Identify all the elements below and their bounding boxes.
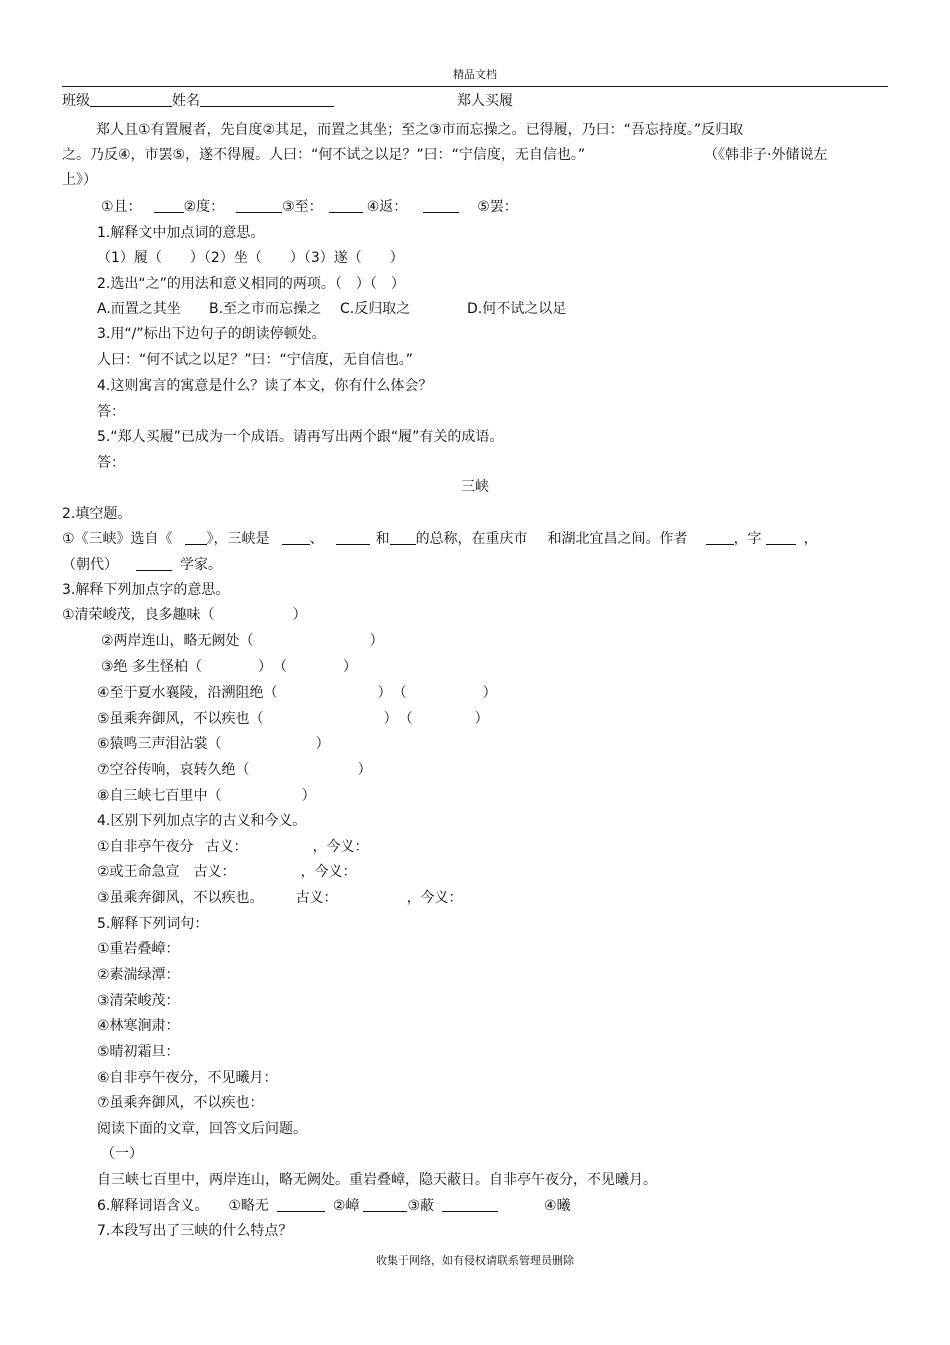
- passage-line-1: 郑人且①有置履者，先自度②其足，而置之其坐；至之③市而忘操之。已得履，乃曰：“吾忘持度。”反归取: [96, 122, 744, 138]
- phrase-item-6: ⑥自非亭午夜分，不见曦月：: [97, 1070, 278, 1086]
- explain-item-1-close: ）: [292, 607, 307, 623]
- fill-text-10: 学家。: [180, 557, 222, 573]
- explain-item-3-close-b: ）: [343, 659, 358, 675]
- meaning-item-1-text: ①自非亭午夜分: [97, 839, 194, 855]
- explain-item-4-open-b: （: [399, 685, 407, 701]
- passage-line-3: 上》）: [62, 172, 97, 188]
- phrase-item-1: ①重岩叠嶂：: [97, 941, 180, 957]
- explain-item-5: [97, 710, 489, 728]
- meaning-item-2: [97, 863, 357, 881]
- question-2-option-c: C.反归取之: [340, 301, 411, 317]
- meaning-question-title: 4.区别下列加点字的古义和今义。: [97, 813, 307, 829]
- explain-item-1-text: ①清荣峻茂，良多趣味（: [62, 607, 215, 623]
- fill-text-1: ①《三峡》选自《: [62, 531, 173, 547]
- explain-item-5-close-a: ）: [383, 711, 398, 727]
- question-2-option-a: A.而置之其坐: [97, 301, 181, 317]
- question-2-option-b: B.至之市而忘操之: [209, 301, 322, 317]
- explain-item-4-close-a: ）: [377, 685, 392, 701]
- reading-instruction: 阅读下面的文章，回答文后问题。: [97, 1121, 307, 1137]
- meaning-item-2-text: ②或王命急宣: [97, 864, 180, 880]
- explain-item-3-text: ③绝 多生怪柏（: [101, 659, 203, 675]
- name-label: 姓名: [172, 93, 200, 109]
- question-1-items: （1）履（ ）（2）坐（ ）（3）遂（ ）: [97, 250, 404, 266]
- phrase-item-7: ⑦虽乘奔御风，不以疾也：: [97, 1095, 264, 1111]
- fill-text-6: 和湖北宜昌之间。作者: [547, 531, 688, 547]
- fill-blank-dynasty[interactable]: [136, 556, 172, 571]
- explain-item-5-text: ⑤虽乘奔御风，不以疾也（: [97, 711, 264, 727]
- header-rule: [62, 86, 888, 87]
- question-2-option-d: D.何不试之以足: [467, 301, 567, 317]
- explain-item-7-close: ）: [357, 762, 372, 778]
- class-label: 班级: [62, 93, 90, 109]
- answer-label-5: 答：: [97, 455, 125, 471]
- fill-text-2: 》，三峡是: [206, 531, 270, 547]
- question-7: 7.本段写出了三峡的什么特点？: [97, 1223, 293, 1239]
- fill-line-1: [62, 530, 818, 548]
- phrase-item-5: ⑤晴初霜旦：: [97, 1044, 180, 1060]
- explain-item-6-text: ⑥猿鸣三声泪沾裳（: [97, 736, 222, 752]
- question-6-a-blank[interactable]: [277, 1197, 325, 1212]
- meaning-item-3-modern: ，今义：: [406, 890, 463, 906]
- fill-blank-author[interactable]: [706, 530, 734, 545]
- explain-item-4: [97, 684, 497, 702]
- meaning-item-1-modern: ，今义：: [312, 839, 369, 855]
- fill-question-title: 2.填空题。: [62, 506, 132, 522]
- answer-label-4: 答：: [97, 404, 125, 420]
- question-6-a: ①略无: [228, 1198, 269, 1214]
- explain-item-5-open-b: （: [405, 711, 413, 727]
- explain-item-7: [97, 761, 372, 779]
- fill-text-3: 、: [309, 531, 324, 547]
- fill-line-2: [62, 556, 222, 574]
- fill-text-8: ，: [803, 531, 818, 547]
- question-3: 3.用“/”标出下边句子的朗读停顿处。: [97, 326, 326, 342]
- explain-item-4-close-b: ）: [482, 685, 497, 701]
- page-header: 精品文档: [453, 68, 497, 81]
- gloss-3: ③至：: [282, 199, 323, 215]
- question-6-c: ③蔽: [407, 1198, 435, 1214]
- explain-item-2: [101, 632, 384, 650]
- phrase-question-title: 5.解释下列词句：: [97, 916, 209, 932]
- question-6: 6.解释词语含义。: [97, 1198, 209, 1214]
- question-2: 2.选出“之”的用法和意义相同的两项。（ ）（ ）: [97, 276, 405, 292]
- meaning-item-1: [97, 838, 369, 856]
- question-6-c-blank[interactable]: [442, 1197, 498, 1212]
- question-5: 5.“郑人买履”已成为一个成语。请再写出两个跟“履”有关的成语。: [97, 429, 504, 445]
- fill-text-5: 的总称，在重庆市: [415, 531, 528, 547]
- question-1: 1.解释文中加点词的意思。: [97, 225, 265, 241]
- fill-blank-gorge-2[interactable]: [336, 530, 370, 545]
- explain-item-8: [97, 787, 316, 805]
- explain-item-3-open-b: （: [280, 659, 288, 675]
- gloss-1: ①且：: [101, 199, 142, 215]
- explain-item-4-text: ④至于夏水襄陵，沿溯阻绝（: [97, 685, 278, 701]
- gloss-2: ②度：: [183, 199, 225, 215]
- phrase-item-3: ③清荣峻茂：: [97, 993, 180, 1009]
- explain-item-6-close: ）: [315, 736, 330, 752]
- phrase-item-2: ②素湍绿潭：: [97, 967, 180, 983]
- fill-blank-source[interactable]: [185, 530, 207, 545]
- explain-item-2-text: ②两岸连山，略无阙处（: [101, 633, 254, 649]
- passage-line-2: 之。乃反④，市罢⑤，遂不得履。人曰：“何不试之以足？”曰：“宁信度，无自信也。”: [62, 147, 586, 163]
- explain-item-2-close: ）: [369, 633, 384, 649]
- fill-blank-gorge-3[interactable]: [390, 530, 416, 545]
- explain-item-1: [62, 606, 307, 624]
- fill-text-7: ，字: [733, 531, 762, 547]
- page-footer: 收集于网络，如有侵权请联系管理员删除: [376, 1254, 574, 1267]
- section-title-zhengren: 郑人买履: [457, 93, 513, 109]
- meaning-item-3-text: ③虽乘奔御风，不以疾也。: [97, 890, 264, 906]
- fill-text-4: 和: [375, 531, 390, 547]
- gloss-4: ④返：: [366, 199, 408, 215]
- reading-part-label: （一）: [101, 1146, 143, 1162]
- fill-blank-gorge-1[interactable]: [282, 530, 310, 545]
- fill-text-9: （朝代）: [62, 557, 118, 573]
- question-6-d: ④曦: [544, 1198, 571, 1214]
- meaning-item-1-ancient: 古义：: [205, 839, 241, 855]
- gloss-row: [101, 198, 518, 216]
- phrase-item-4: ④林寒涧肃：: [97, 1018, 180, 1034]
- gloss-3-blank[interactable]: [329, 198, 363, 213]
- question-6-b-blank[interactable]: [363, 1197, 407, 1212]
- name-blank[interactable]: [200, 92, 334, 107]
- explain-item-3: [101, 658, 357, 676]
- meaning-item-3: [97, 889, 463, 907]
- question-6-row: [97, 1197, 571, 1215]
- explain-item-6: [97, 735, 330, 753]
- explain-item-8-text: ⑧自三峡七百里中（: [97, 788, 222, 804]
- gloss-2-blank[interactable]: [236, 198, 282, 213]
- question-3-sentence: 人曰：“何不试之以足？”曰：“宁信度，无自信也。”: [97, 352, 414, 368]
- reading-passage: 自三峡七百里中，两岸连山，略无阙处。重岩叠嶂，隐天蔽日。自非亭午夜分，不见曦月。: [97, 1172, 657, 1188]
- meaning-item-3-ancient: 古义：: [295, 890, 331, 906]
- question-4: 4.这则寓言的寓意是什么？读了本文，你有什么体会？: [97, 378, 433, 394]
- explain-item-7-text: ⑦空谷传响，哀转久绝（: [97, 762, 250, 778]
- explain-item-8-close: ）: [301, 788, 316, 804]
- class-name-row: [62, 92, 334, 110]
- fill-blank-courtesy-name[interactable]: [766, 530, 796, 545]
- meaning-item-2-ancient: 古义：: [193, 864, 229, 880]
- meaning-item-2-modern: ，今义：: [300, 864, 357, 880]
- class-blank[interactable]: [90, 92, 172, 107]
- explain-question-title: 3.解释下列加点字的意思。: [62, 582, 230, 598]
- gloss-1-blank[interactable]: [154, 198, 184, 213]
- passage-source: （《韩非子·外储说左: [704, 147, 828, 163]
- gloss-5: ⑤罢：: [477, 199, 518, 215]
- explain-item-5-close-b: ）: [474, 711, 489, 727]
- gloss-4-blank[interactable]: [423, 198, 459, 213]
- section-title-sanxia: 三峡: [461, 479, 489, 495]
- question-6-b: ②嶂: [332, 1198, 360, 1214]
- explain-item-3-close-a: ）: [258, 659, 273, 675]
